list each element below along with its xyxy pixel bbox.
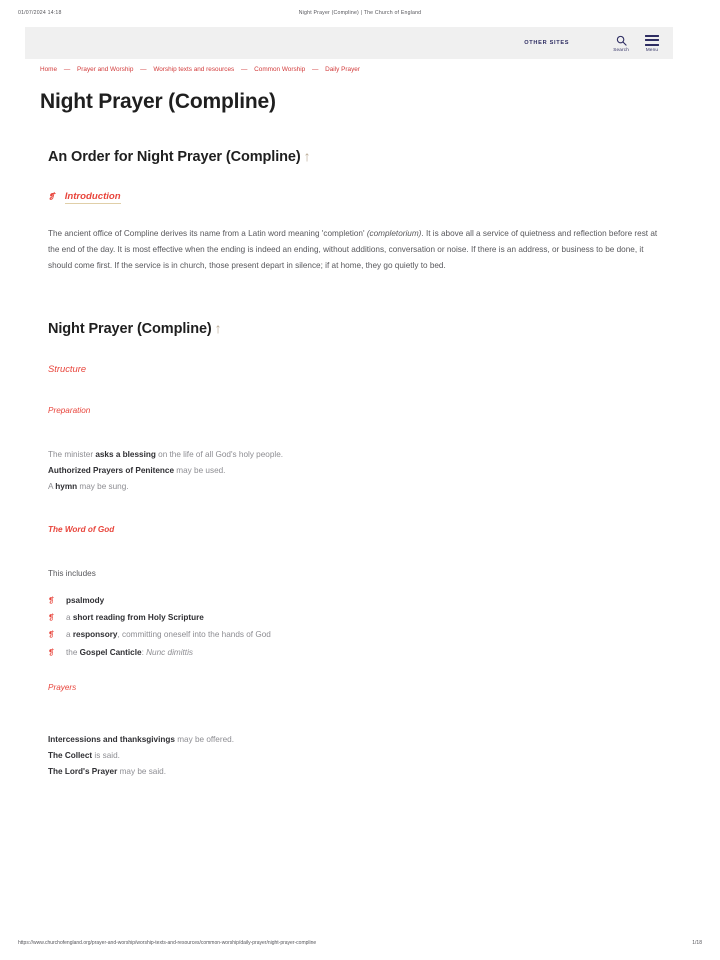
print-footer-page: 1/18 — [692, 940, 702, 946]
item-pre: a — [66, 613, 73, 623]
preparation-label: Preparation — [48, 405, 91, 415]
breadcrumb-item-daily-prayer[interactable]: Daily Prayer — [325, 66, 360, 73]
preparation-line — [48, 463, 672, 479]
item-pre: a — [66, 630, 73, 640]
line-bold: asks a blessing — [95, 449, 156, 459]
breadcrumb-item-home[interactable]: Home — [40, 66, 58, 73]
list-item-text — [66, 644, 193, 661]
breadcrumb-item-common-worship[interactable]: Common Worship — [254, 66, 306, 73]
line-post: may be sung. — [77, 481, 129, 491]
print-footer-url: https://www.churchofengland.org/prayer-and-worship/worship-texts-and-resources/common-worship/daily-prayer/night-prayer-compline — [18, 940, 317, 946]
line-bold: Intercessions and thanksgivings — [48, 734, 175, 744]
heading-text: An Order for Night Prayer (Compline) — [48, 149, 301, 165]
structure-label: Structure — [48, 362, 87, 374]
list-item-text — [66, 592, 104, 609]
search-label: Search — [613, 46, 629, 52]
menu-button[interactable] — [645, 35, 659, 52]
print-doc-title: Night Prayer (Compline) | The Church of England — [298, 10, 422, 16]
list-item — [48, 592, 672, 609]
anchor-up-icon[interactable]: ↑ — [303, 148, 311, 164]
line-bold: hymn — [55, 481, 78, 491]
word-of-god-label: The Word of God — [48, 524, 115, 534]
item-bold: short reading from Holy Scripture — [72, 613, 204, 623]
pilcrow-icon: ❡ — [48, 192, 55, 201]
prayers-label: Prayers — [48, 682, 77, 692]
line-pre: A — [48, 481, 56, 491]
rubric-introduction-label: Introduction — [64, 191, 121, 202]
breadcrumb-item-prayer-and-worship[interactable]: Prayer and Worship — [77, 66, 134, 73]
list-item — [48, 609, 672, 626]
item-post: : — [141, 647, 147, 657]
pilcrow-icon: ❡ — [48, 647, 55, 657]
search-icon — [616, 35, 627, 46]
introduction-paragraph — [40, 226, 660, 274]
preparation-line — [48, 447, 672, 463]
word-of-god-list — [40, 592, 672, 661]
intro-part-1: The ancient office of Compline derives its name from a Latin word meaning 'completion' — [48, 229, 367, 238]
preparation-line — [48, 479, 672, 495]
item-post: , committing oneself into the hands of God — [117, 630, 271, 640]
item-pre: the — [66, 647, 80, 657]
line-post: may be offered. — [174, 734, 234, 744]
line-bold: The Collect — [48, 750, 93, 760]
breadcrumb — [40, 66, 360, 73]
line-pre: The minister — [48, 449, 96, 459]
prayers-lines — [40, 732, 672, 780]
print-datetime: 01/07/2024 14:18 — [18, 10, 62, 16]
pilcrow-icon: ❡ — [48, 613, 55, 623]
item-bold: Gospel Canticle — [79, 647, 142, 657]
list-item — [48, 644, 672, 661]
pilcrow-icon: ❡ — [48, 595, 55, 605]
intro-part-2: . It is above all a service of quietness and reflection before rest at the end of the day. It is most effective when the ending is indeed an ending, without additions, conversation or noise. If there is an address, or business to be done, it should come first. If the service is in church, those present depart in silence; if at home, they go quietly to bed. — [48, 229, 658, 270]
rubric-introduction — [40, 191, 672, 204]
menu-label: Menu — [645, 46, 659, 52]
heading-an-order-for-night-prayer — [40, 148, 672, 165]
prayers-line — [48, 764, 672, 780]
line-post: is said. — [92, 750, 120, 760]
intro-italic-completorium: (completorium) — [366, 229, 422, 238]
breadcrumb-separator: — — [240, 66, 248, 73]
breadcrumb-separator: — — [63, 66, 71, 73]
pilcrow-icon: ❡ — [48, 630, 55, 640]
breadcrumb-separator: — — [311, 66, 319, 73]
prayers-line — [48, 732, 672, 748]
item-bold: psalmody — [66, 595, 105, 605]
breadcrumb-separator: — — [140, 66, 147, 73]
anchor-up-icon[interactable]: ↑ — [214, 319, 222, 336]
search-button[interactable] — [613, 35, 629, 52]
hamburger-menu-icon — [645, 35, 659, 46]
preparation-lines — [40, 447, 672, 495]
heading-night-prayer — [40, 320, 672, 337]
list-item — [48, 626, 672, 643]
line-post: may be used. — [174, 465, 226, 475]
heading-text: Night Prayer (Compline) — [48, 320, 212, 337]
breadcrumb-item-worship-texts[interactable]: Worship texts and resources — [153, 66, 235, 73]
other-sites-link[interactable]: OTHER SITES — [524, 40, 570, 46]
prayers-line — [48, 748, 672, 764]
line-bold: The Lord's Prayer — [48, 766, 118, 776]
word-of-god-intro: This includes — [48, 568, 96, 578]
item-italic: Nunc dimittis — [146, 647, 193, 657]
line-post: on the life of all God's holy people. — [155, 449, 284, 459]
list-item-text — [66, 626, 271, 643]
site-header — [25, 27, 673, 59]
line-post: may be said. — [117, 766, 166, 776]
main-content — [40, 90, 672, 780]
list-item-text — [66, 609, 204, 626]
page-title: Night Prayer (Compline) — [40, 90, 276, 113]
line-bold: Authorized Prayers of Penitence — [48, 465, 175, 475]
item-bold: responsory — [72, 630, 118, 640]
